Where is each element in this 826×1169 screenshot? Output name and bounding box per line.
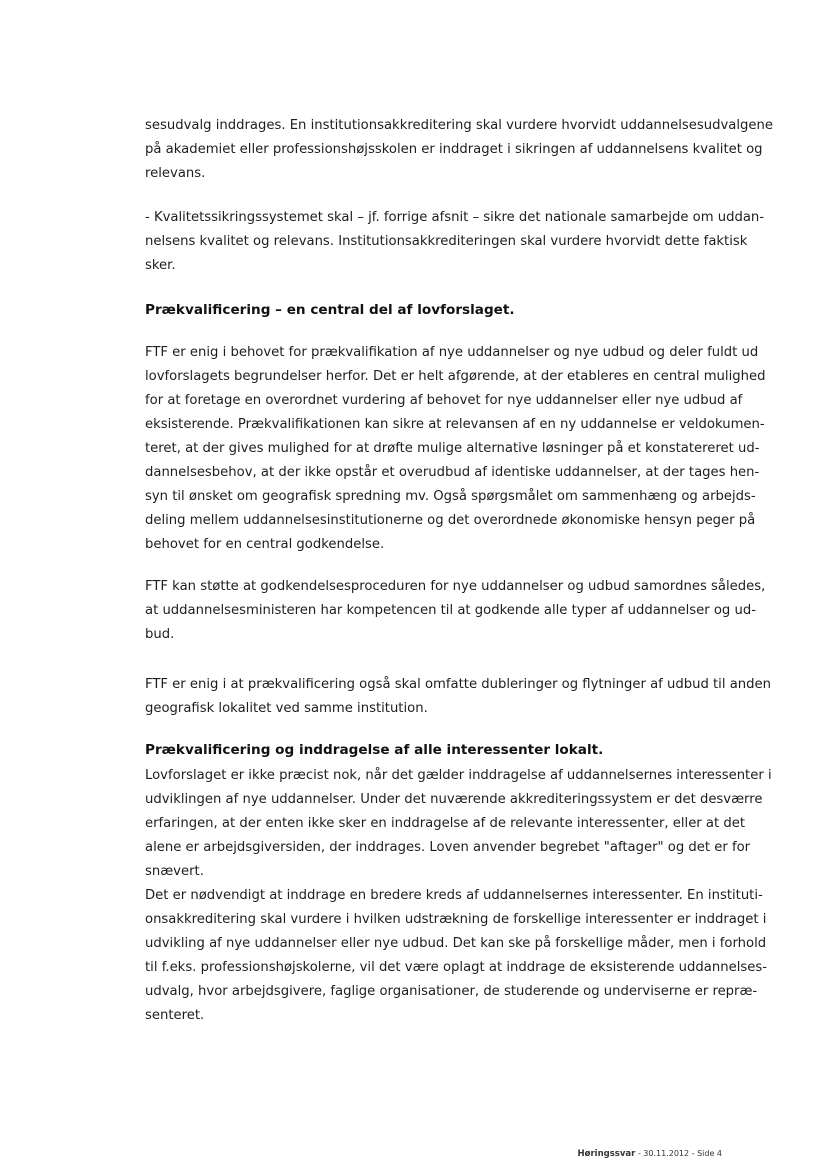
text-line: behovet for en central godkendelse.	[145, 537, 385, 552]
text-line: senteret.	[145, 1008, 205, 1023]
text-line: udvikling af nye uddannelser eller nye udbud. Det kan ske på forskellige måder, men i forhold	[145, 936, 767, 951]
text-line: FTF er enig i at prækvalificering også skal omfatte dubleringer og flytninger af udbud til anden	[145, 677, 771, 692]
text-line: nelsens kvalitet og relevans. Institutionsakkrediteringen skal vurdere hvorvidt dette faktisk	[145, 234, 748, 249]
text-line: FTF er enig i behovet for prækvalifikation af nye uddannelser og nye udbud og deler fuldt ud	[145, 345, 759, 360]
text-line: alene er arbejdsgiversiden, der inddrages. Loven anvender begrebet "aftager" og det er for	[145, 840, 751, 855]
text-line: snævert.	[145, 864, 204, 879]
paragraph-quality-system	[145, 206, 765, 278]
text-line: erfaringen, at der enten ikke sker en inddragelse af de relevante interessenter, eller at det	[145, 816, 746, 831]
page-footer	[578, 1148, 722, 1160]
text-line: sker.	[145, 258, 176, 273]
text-line: syn til ønsket om geografisk spredning mv. Også spørgsmålet om sammenhæng og arbejds-	[145, 489, 756, 504]
text-line: eksisterende. Prækvalifikationen kan sikre at relevansen af en ny uddannelse er veldokumen-	[145, 417, 765, 432]
paragraph-stakeholders	[145, 764, 772, 1028]
text-line: geografisk lokalitet ved samme institution.	[145, 701, 428, 716]
footer-date-page: - 30.11.2012 - Side 4	[635, 1149, 722, 1158]
text-line: onsakkreditering skal vurdere i hvilken udstrækning de forskellige interessenter er inddraget i	[145, 912, 767, 927]
text-line: udviklingen af nye uddannelser. Under det nuværende akkrediteringssystem er det desværre	[145, 792, 763, 807]
text-line: FTF kan støtte at godkendelsesproceduren for nye uddannelser og udbud samordnes således,	[145, 579, 766, 594]
text-line: bud.	[145, 627, 175, 642]
text-line: teret, at der gives mulighed for at drøfte mulige alternative løsninger på et konstatereret ud-	[145, 441, 760, 456]
text-line: Det er nødvendigt at inddrage en bredere kreds af uddannelsernes interessenter. En instituti-	[145, 888, 763, 903]
text-line: udvalg, hvor arbejdsgivere, faglige organisationer, de studerende og underviserne er repræ-	[145, 984, 758, 999]
text-line: - Kvalitetssikringssystemet skal – jf. forrige afsnit – sikre det nationale samarbejde om uddan-	[145, 210, 765, 225]
section-heading-stakeholders: Prækvalificering og inddragelse af alle interessenter lokalt.	[145, 742, 604, 758]
footer-label: Høringssvar	[577, 1149, 636, 1159]
text-line: Lovforslaget er ikke præcist nok, når det gælder inddragelse af uddannelsernes interessenter i	[145, 768, 772, 783]
text-line: dannelsesbehov, at der ikke opstår et overudbud af identiske uddannelser, at der tages hen-	[145, 465, 760, 480]
text-line: sesudvalg inddrages. En institutionsakkreditering skal vurdere hvorvidt uddannelsesudvalgene	[145, 118, 774, 133]
paragraph-institution-accreditation	[145, 114, 774, 186]
paragraph-prequalification-need	[145, 341, 766, 557]
text-line: på akademiet eller professionshøjsskolen er inddraget i sikringen af uddannelsens kvalitet og	[145, 142, 763, 157]
text-line: deling mellem uddannelsesinstitutionerne og det overordnede økonomiske hensyn peger på	[145, 513, 756, 528]
text-line: for at foretage en overordnet vurdering af behovet for nye uddannelser eller nye udbud af	[145, 393, 743, 408]
text-line: at uddannelsesministeren har kompetencen til at godkende alle typer af uddannelser og ud-	[145, 603, 756, 618]
text-line: relevans.	[145, 166, 206, 181]
text-line: lovforslagets begrundelser herfor. Det er helt afgørende, at der etableres en central mulighed	[145, 369, 766, 384]
section-heading-prequalification: Prækvalificering – en central del af lovforslaget.	[145, 302, 515, 318]
paragraph-duplication	[145, 673, 771, 721]
paragraph-approval-procedure	[145, 575, 766, 647]
text-line: til f.eks. professionshøjskolerne, vil det være oplagt at inddrage de eksisterende uddannelses-	[145, 960, 767, 975]
